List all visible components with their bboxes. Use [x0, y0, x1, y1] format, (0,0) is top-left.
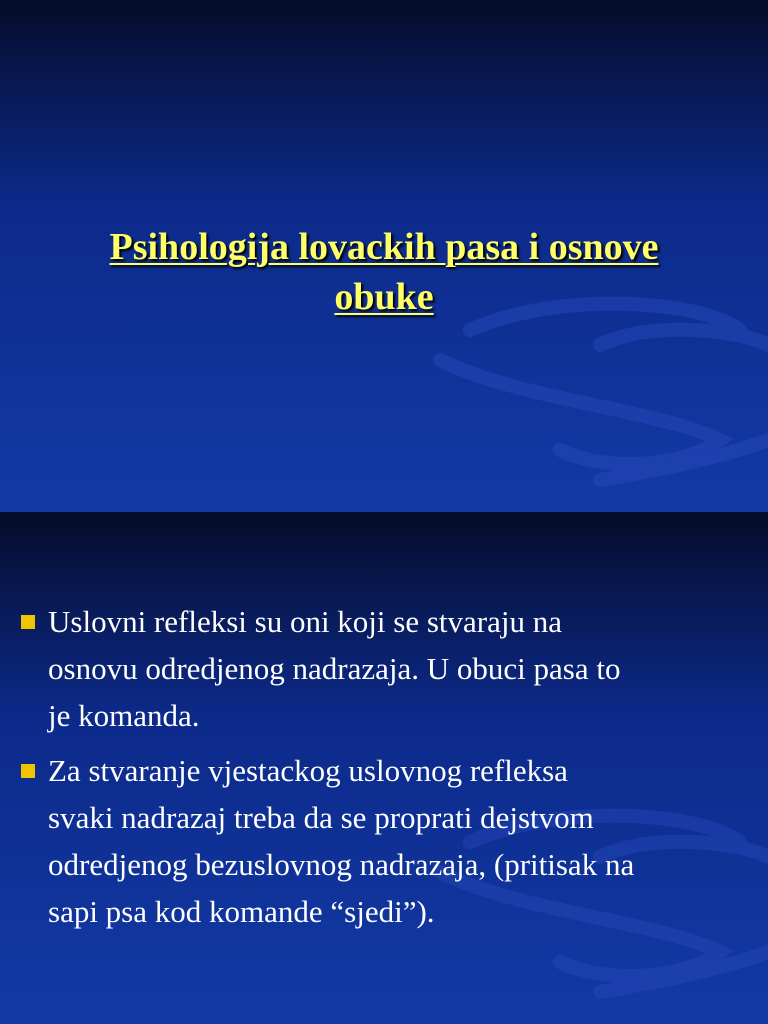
square-bullet-icon — [21, 615, 35, 629]
title-line-1: Psihologija lovackih pasa i osnove — [109, 226, 659, 268]
square-bullet-icon — [21, 764, 35, 778]
bullet-text-line: Za stvaranje vjestackog uslovnog refleksa — [48, 753, 568, 788]
bullet-text-line: svaki nadrazaj treba da se proprati dejstvom — [48, 800, 594, 835]
content-slide — [0, 512, 768, 1024]
bullet-item — [0, 747, 768, 935]
bullet-item — [0, 598, 768, 739]
bullet-text-line: sapi psa kod komande “sjedi”). — [48, 894, 435, 929]
bullet-text-line: Uslovni refleksi su oni koji se stvaraju na — [48, 604, 562, 639]
slide-title — [0, 222, 768, 322]
bullet-text-line: osnovu odredjenog nadrazaja. U obuci pasa to — [48, 651, 621, 686]
title-line-2: obuke — [334, 276, 434, 318]
bullet-text-line: je komanda. — [48, 698, 200, 733]
bullet-text-line: odredjenog bezuslovnog nadrazaja, (pritisak na — [48, 847, 635, 882]
bullet-list — [0, 598, 768, 943]
